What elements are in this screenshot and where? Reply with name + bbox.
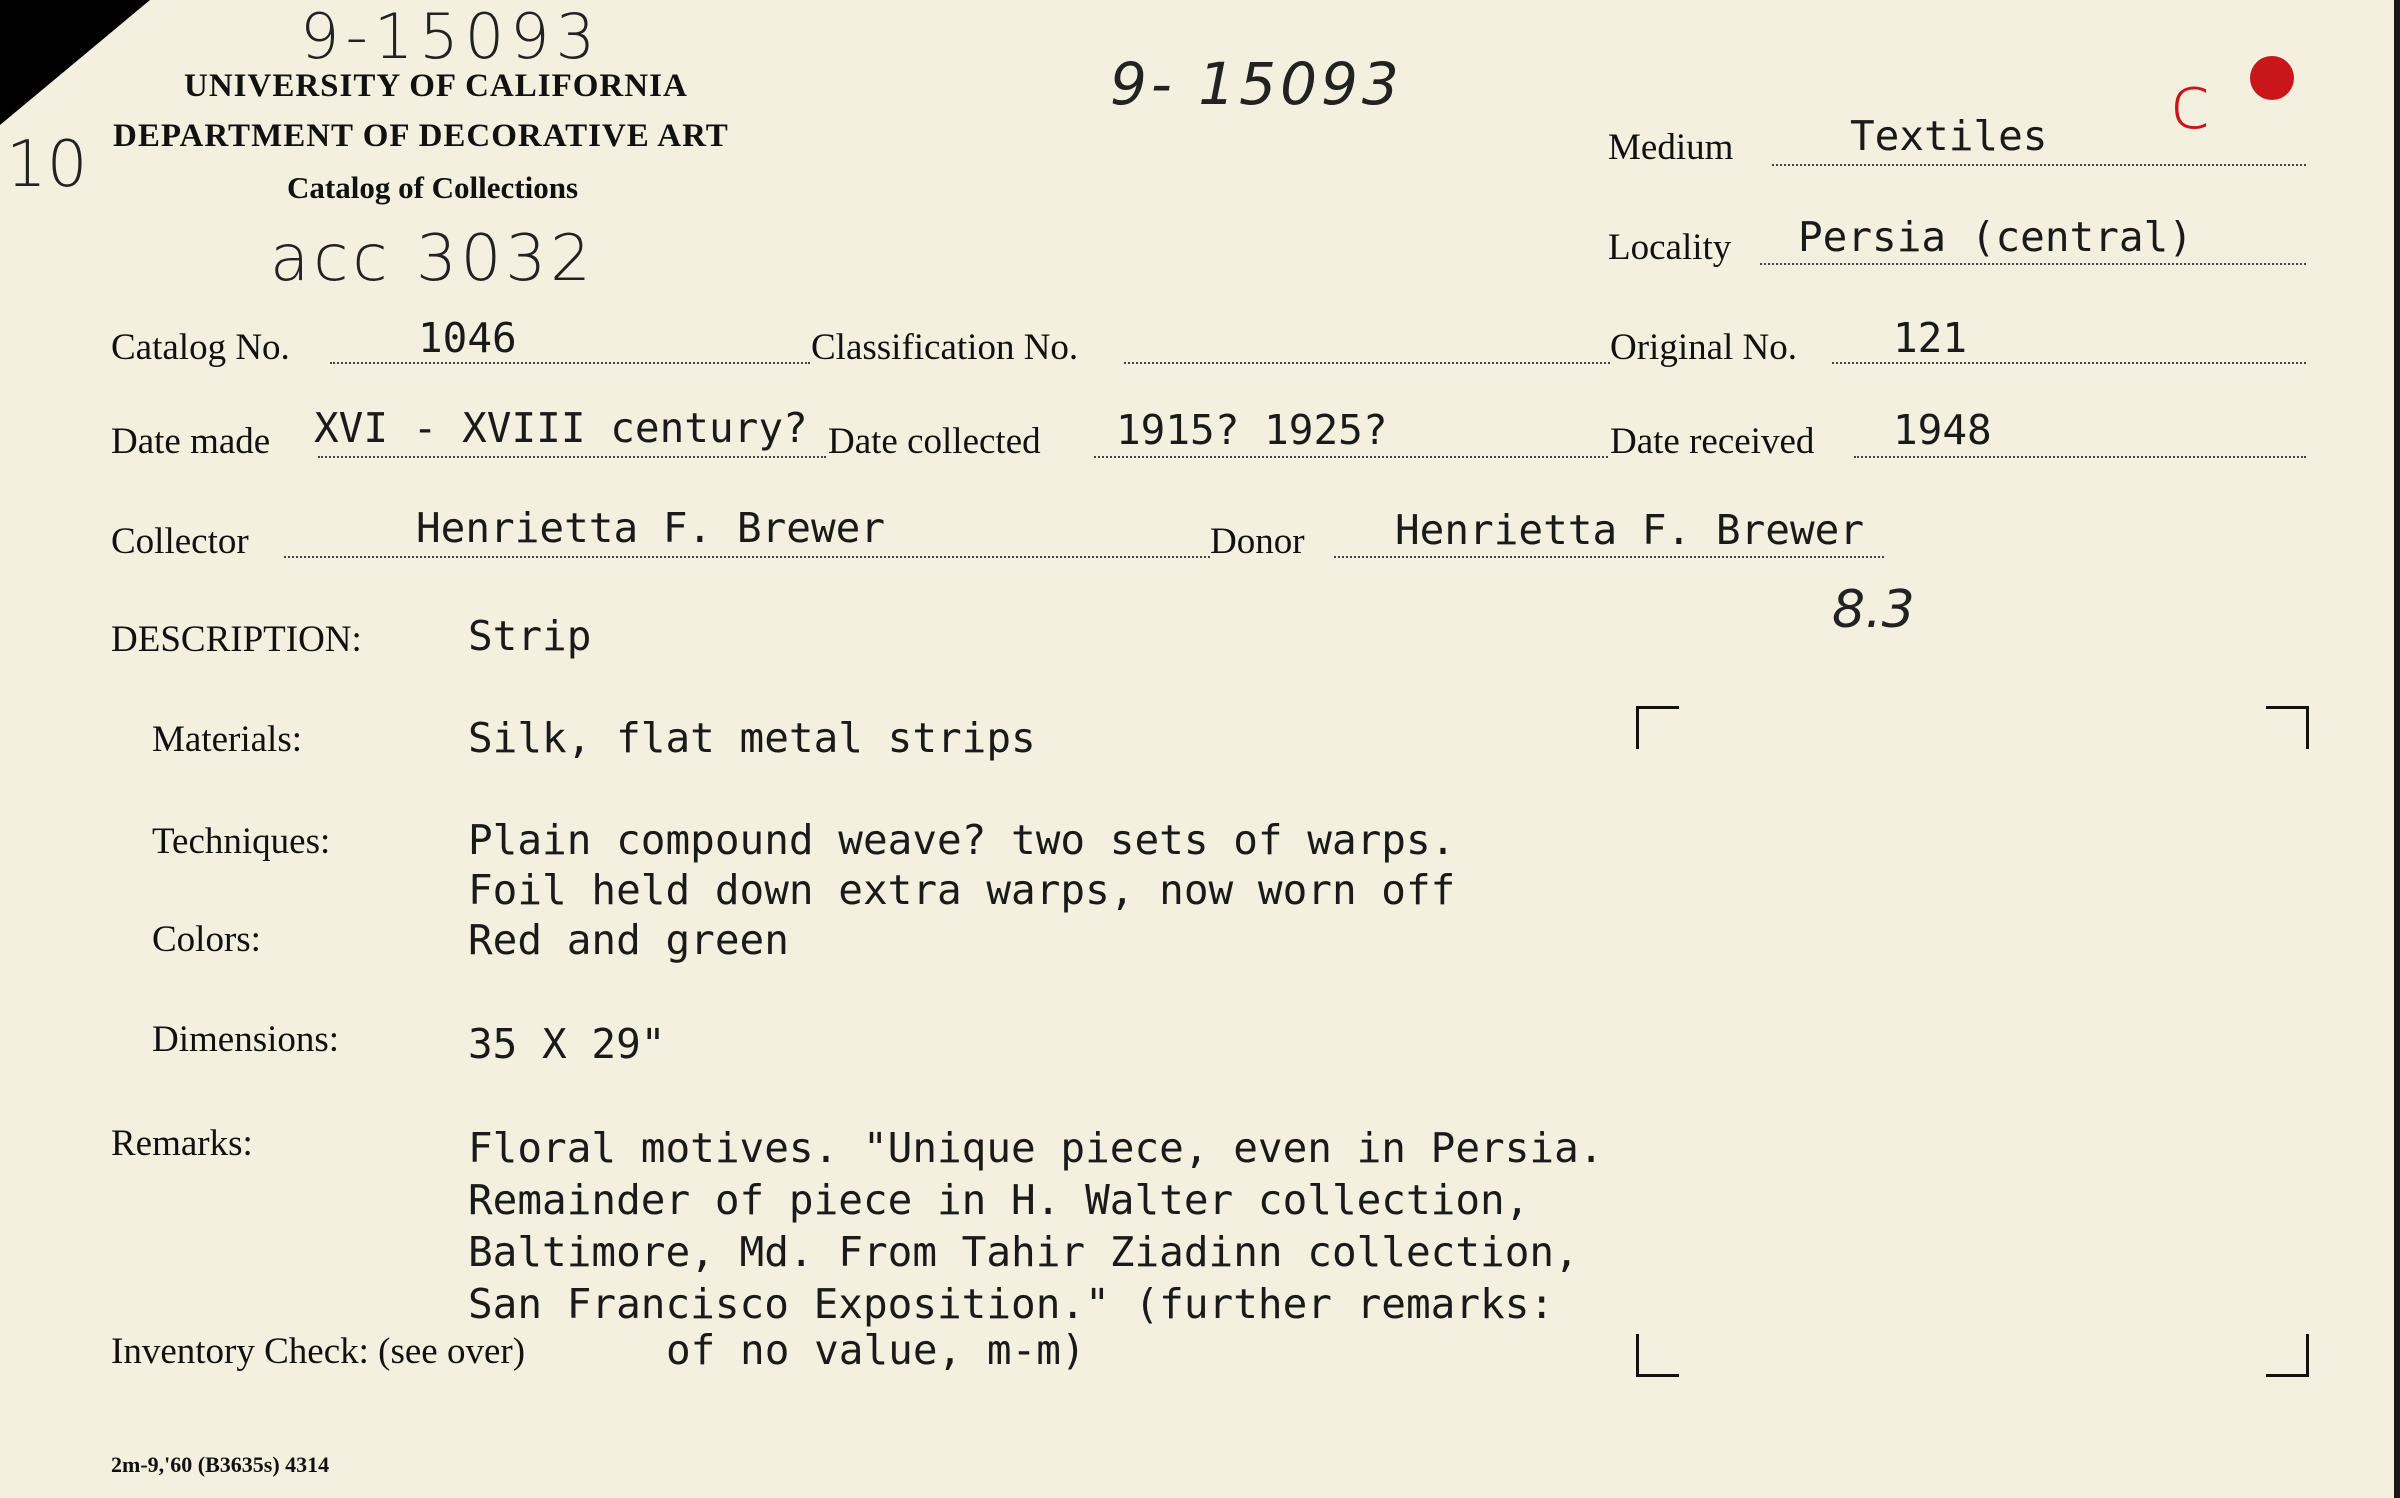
- techniques-line-1: Plain compound weave? two sets of warps.: [468, 816, 1456, 864]
- remarks-line-4: San Francisco Exposition." (further remarks:: [468, 1280, 1555, 1328]
- date-collected-value: 1915? 1925?: [1116, 406, 1388, 454]
- collector-line: [284, 556, 1210, 558]
- crop-mark-bottom-left: [1636, 1334, 1679, 1377]
- date-made-line: [318, 456, 826, 458]
- locality-value: Persia (central): [1798, 213, 2193, 261]
- collector-label: Collector: [111, 521, 249, 562]
- dimensions-label: Dimensions:: [152, 1019, 340, 1060]
- original-no-value: 121: [1893, 314, 1968, 362]
- date-made-label: Date made: [111, 421, 271, 462]
- materials-label: Materials:: [152, 719, 303, 760]
- handwritten-top-number: 9-15093: [300, 0, 602, 73]
- donor-value: Henrietta F. Brewer: [1395, 506, 1864, 554]
- date-collected-line: [1094, 456, 1608, 458]
- collector-value: Henrietta F. Brewer: [416, 504, 885, 552]
- footer-print-code: 2m-9,'60 (B3635s) 4314: [111, 1452, 330, 1477]
- remarks-line-5: of no value, m-m): [666, 1326, 1086, 1374]
- materials-value: Silk, flat metal strips: [468, 714, 1036, 762]
- handwritten-top-right-mark: c: [2170, 60, 2211, 146]
- header-university: UNIVERSITY OF CALIFORNIA: [184, 68, 688, 104]
- header-catalog: Catalog of Collections: [287, 170, 579, 205]
- locality-label: Locality: [1608, 227, 1732, 268]
- crop-mark-top-right: [2266, 706, 2309, 749]
- card-corner-cut: [0, 0, 150, 125]
- date-received-label: Date received: [1610, 421, 1815, 462]
- description-value: Strip: [468, 612, 592, 660]
- date-made-value: XVI - XVIII century?: [314, 404, 808, 452]
- donor-label: Donor: [1210, 521, 1305, 562]
- medium-label: Medium: [1608, 127, 1734, 168]
- date-received-line: [1854, 456, 2306, 458]
- remarks-line-3: Baltimore, Md. From Tahir Ziadinn collection,: [468, 1228, 1579, 1276]
- techniques-label: Techniques:: [152, 821, 331, 862]
- dimensions-value: 35 X 29": [468, 1020, 666, 1068]
- description-label: DESCRIPTION:: [111, 619, 362, 660]
- card-right-edge: [2394, 0, 2400, 1498]
- original-no-line: [1832, 362, 2306, 364]
- catalog-no-label: Catalog No.: [111, 327, 290, 368]
- medium-line: [1772, 164, 2306, 166]
- date-received-value: 1948: [1893, 406, 1992, 454]
- colors-label: Colors:: [152, 919, 261, 960]
- handwritten-center-number: 9- 15093: [1110, 50, 1403, 118]
- remarks-line-2: Remainder of piece in H. Walter collection,: [468, 1176, 1530, 1224]
- donor-line: [1334, 556, 1884, 558]
- handwritten-right-note: 8.3: [1832, 580, 1915, 640]
- medium-value: Textiles: [1850, 112, 2048, 160]
- handwritten-accession: acc 3032: [270, 222, 595, 296]
- classification-no-line: [1124, 362, 1610, 364]
- catalog-no-value: 1046: [418, 314, 517, 362]
- catalog-no-line: [330, 362, 810, 364]
- locality-line: [1760, 263, 2306, 265]
- date-collected-label: Date collected: [828, 421, 1041, 462]
- crop-mark-bottom-right: [2266, 1334, 2309, 1377]
- inventory-check-label: Inventory Check: (see over): [111, 1331, 526, 1372]
- classification-no-label: Classification No.: [811, 327, 1079, 368]
- techniques-line-2: Foil held down extra warps, now worn off: [468, 866, 1456, 914]
- remarks-line-1: Floral motives. "Unique piece, even in Persia.: [468, 1124, 1604, 1172]
- original-no-label: Original No.: [1610, 327, 1798, 368]
- crop-mark-top-left: [1636, 706, 1679, 749]
- handwritten-left-margin: 10: [6, 128, 88, 202]
- red-ink-dot: [2250, 56, 2294, 100]
- colors-value: Red and green: [468, 916, 789, 964]
- header-department: DEPARTMENT OF DECORATIVE ART: [113, 118, 729, 154]
- remarks-label: Remarks:: [111, 1123, 253, 1164]
